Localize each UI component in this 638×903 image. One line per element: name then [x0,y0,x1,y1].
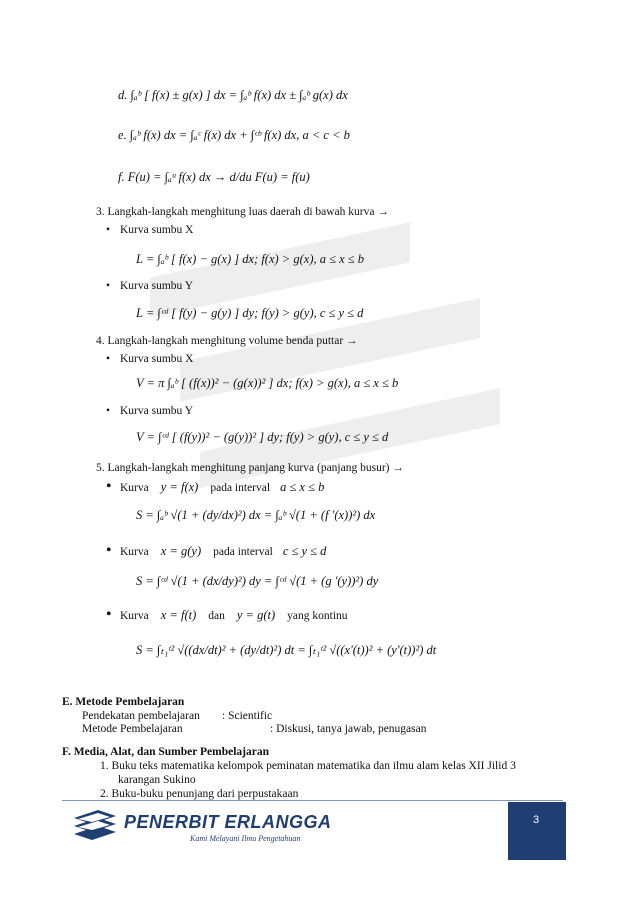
item3-formula-x: L = ∫ₐᵇ [ f(x) − g(x) ] dx; f(x) > g(x), a ≤ x ≤ b [136,252,364,266]
label: Kurva [120,610,149,622]
section-f-item-2: 2. Buku-buku penunjang dari perpustakaan [100,788,299,800]
section-f-heading: F. Media, Alat, dan Sumber Pembelajaran [62,746,270,758]
section-e-label-1: Pendekatan pembelajaran [82,710,200,722]
item5-bullet-1 [120,478,324,496]
item5-bullet-3 [120,606,348,624]
math: x = f(t) [160,608,197,622]
watermark-shape [150,222,410,317]
label: yang kontinu [287,610,348,622]
publisher-tagline: Kami Melayani Ilmu Pengetahuan [190,834,301,843]
label: pada interval [210,482,271,494]
item3-formula-y: L = ∫ᶜᵈ [ f(y) − g(y) ] dy; f(y) > g(y), c ≤ y ≤ d [136,306,364,320]
label: Kurva [120,482,149,494]
formula-e: e. ∫ₐᵇ f(x) dx = ∫ₐᶜ f(x) dx + ∫ᶜᵇ f(x) dx, a < c < b [118,128,350,142]
item4-bullet-x: • Kurva sumbu X [120,353,193,365]
item4-formula-x: V = π ∫ₐᵇ [ (f(x))² − (g(x))² ] dx; f(x) > g(x), a ≤ x ≤ b [136,376,399,390]
section-f-item-1-cont: karangan Sukino [118,774,196,786]
formula-f: f. F(u) = ∫ₐᵘ f(x) dx → d/du F(u) = f(u) [118,170,310,184]
label: pada interval [213,546,273,558]
section-e-label-2: Metode Pembelajaran [82,723,183,735]
publisher-name: PENERBIT ERLANGGA [124,812,332,832]
math: c ≤ y ≤ d [282,544,327,558]
section-e-value-2: : Diskusi, tanya jawab, penugasan [270,723,427,735]
page-number: 3 [533,814,540,826]
item4-formula-y: V = ∫ᶜᵈ [ (f(y))² − (g(y))² ] dy; f(y) > g(y), c ≤ y ≤ d [136,430,389,444]
math: y = g(t) [236,608,276,622]
item3-heading: 3. Langkah-langkah menghitung luas daerah di bawah kurva → [96,206,389,218]
item3-bullet-x: • Kurva sumbu X [120,224,193,236]
item3-bullet-y: • Kurva sumbu Y [120,280,193,292]
item5-formula-2: S = ∫ᶜᵈ √(1 + (dx/dy)²) dy = ∫ᶜᵈ √(1 + (g '(y))²) dy [136,574,379,588]
item4-bullet-y: • Kurva sumbu Y [120,405,193,417]
section-e-heading: E. Metode Pembelajaran [62,696,185,708]
formula-d: d. ∫ₐᵇ [ f(x) ± g(x) ] dx = ∫ₐᵇ f(x) dx ± ∫ₐᵇ g(x) dx [118,88,348,102]
item5-bullet-2 [120,542,326,560]
item5-formula-1: S = ∫ₐᵇ √(1 + (dy/dx)²) dx = ∫ₐᵇ √(1 + (f '(x))²) dx [136,508,376,522]
publisher-logo-icon [72,808,120,842]
item5-formula-3: S = ∫ₜ₁ᵗ² √((dx/dt)² + (dy/dt)²) dt = ∫ₜ₁ᵗ² √((x'(t))² + (y'(t))²) dt [136,643,437,657]
section-f-item-1: 1. Buku teks matematika kelompok peminatan matematika dan ilmu alam kelas XII Jilid 3 [100,760,516,772]
item4-heading: 4. Langkah-langkah menghitung volume benda puttar → [96,335,358,347]
footer-divider [62,800,563,801]
math: a ≤ x ≤ b [280,480,325,494]
label: Kurva [120,546,149,558]
page-number-box [508,802,566,860]
label: dan [208,610,225,622]
item5-heading: 5. Langkah-langkah menghitung panjang kurva (panjang busur) → [96,462,404,474]
section-e-value-1: : Scientific [222,710,273,722]
math: y = f(x) [160,480,199,494]
math: x = g(y) [160,544,202,558]
